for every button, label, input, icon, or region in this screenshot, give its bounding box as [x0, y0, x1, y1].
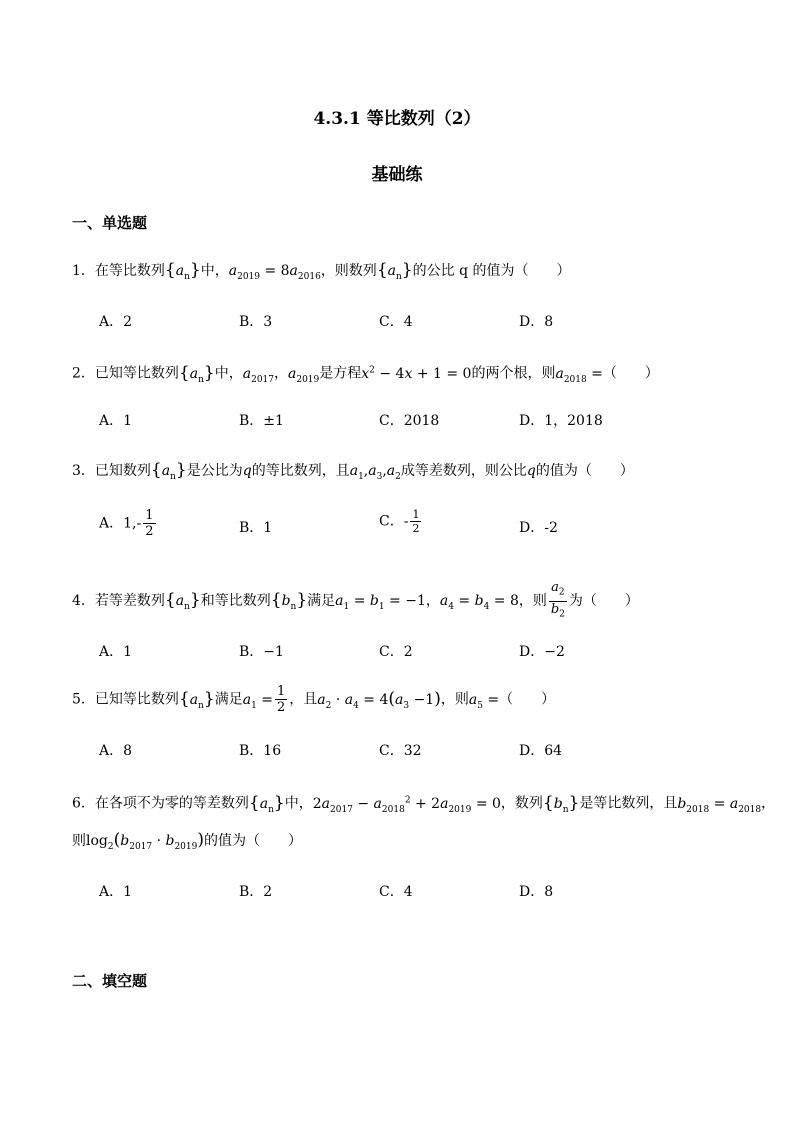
option-c[interactable]: C．2 [379, 644, 413, 660]
section-single-choice: 一、单选题 [72, 214, 148, 232]
question-2-options [99, 410, 699, 430]
option-d[interactable]: D．64 [519, 743, 563, 759]
page-title: 4.3.1 等比数列（2） [313, 109, 481, 129]
option-b[interactable]: B．3 [239, 314, 273, 330]
option-d[interactable]: D．−2 [519, 644, 565, 660]
option-a[interactable]: A．1 [99, 413, 133, 429]
option-a[interactable]: A．1,- $\frac{1}{2}$ [99, 508, 154, 539]
option-b[interactable]: B．−1 [239, 644, 284, 660]
question-4: 4．若等差数列$\{a_n\}$和等比数列$\{b_n\}$满足$a_1 = b_1 = -1$，$a_4 = b_4 = 8$，则 $\frac{a_2}{b_2}$ 为（ ） [72, 580, 639, 620]
option-c[interactable]: C．2018 [379, 413, 440, 429]
option-a[interactable]: A．2 [99, 314, 133, 330]
question-1-options [99, 311, 699, 331]
option-b[interactable]: B．1 [239, 520, 273, 536]
option-c[interactable]: C．- $\frac{1}{2}$ [379, 508, 420, 535]
question-5: 5．已知等比数列$\{a_n\}$满足$a_1$ = $\frac{1}{2}$ ，且$a_2 \cdot a_4 = 4(a_3 -1)$，则$a_5$ =（ ） [72, 684, 556, 715]
question-1: 1．在等比数列$\{a_n\}$中，$a_{2019} = 8a_{2016}$，则数列$\{a_n\}$的公比 q 的值为（ ） [72, 260, 571, 282]
question-3-options [99, 508, 699, 548]
option-a[interactable]: A．8 [99, 743, 133, 759]
option-d[interactable]: D．-2 [519, 520, 558, 536]
option-a[interactable]: A．1 [99, 644, 133, 660]
question-2: 2．已知等比数列$\{a_n\}$中，$a_{2017}$，$a_{2019}$是方程$x^2 - 4x + 1 = 0$的两个根，则$a_{2018}$ =（ ） [72, 362, 659, 385]
question-6-options [99, 881, 699, 901]
option-c[interactable]: C．4 [379, 884, 413, 900]
option-a[interactable]: A．1 [99, 884, 133, 900]
option-d[interactable]: D．8 [519, 314, 554, 330]
question-4-options [99, 641, 699, 661]
option-b[interactable]: B．2 [239, 884, 273, 900]
option-c[interactable]: C．32 [379, 743, 422, 759]
question-6-line-2: 则$\log_2(b_{2017} \cdot b_{2019})$的值为（ ） [72, 830, 302, 852]
option-d[interactable]: D．1，2018 [519, 413, 603, 429]
option-d[interactable]: D．8 [519, 884, 554, 900]
section-fill-blank: 二、填空题 [72, 972, 148, 990]
question-5-options [99, 740, 699, 760]
question-6: 6．在各项不为零的等差数列$\{a_n\}$中，$2a_{2017} - a_{2018}^2 + 2a_{2019} = 0$，数列$\{b_n\}$是等比数列，且$b_{2018} = a_{2018}$， [72, 792, 776, 815]
option-b[interactable]: B．±1 [239, 413, 284, 429]
question-3: 3．已知数列$\{a_n\}$是公比为q的等比数列，且$a_1,a_3,a_2$成等差数列，则公比q的值为（ ） [72, 460, 634, 482]
page-subtitle: 基础练 [371, 165, 423, 185]
option-b[interactable]: B．16 [239, 743, 282, 759]
option-c[interactable]: C．4 [379, 314, 413, 330]
